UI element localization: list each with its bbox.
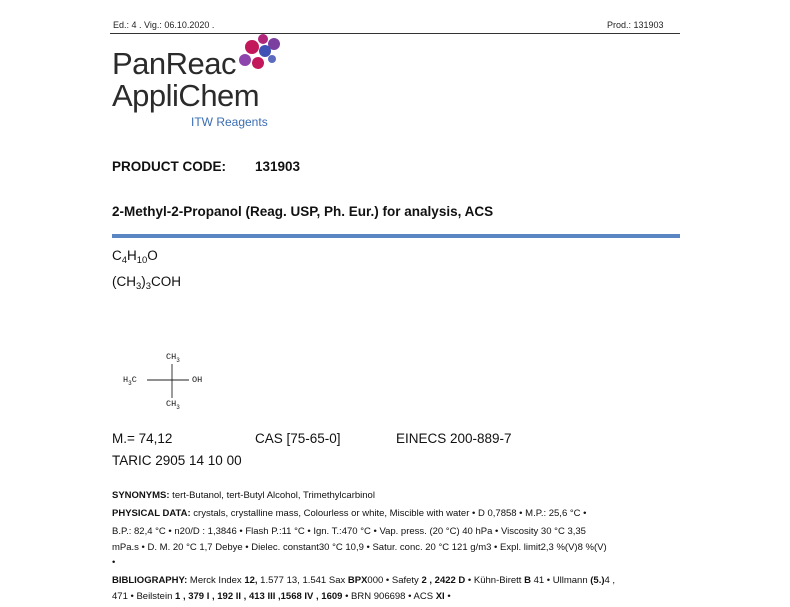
physical-data-line1: PHYSICAL DATA: crystals, crystalline mass, Colourless or white, Miscible with water • D 0,7858 • M.P.: 25,6 °C • [112,508,587,519]
product-code-label: PRODUCT CODE: [112,159,226,174]
synonyms-label: SYNONYMS: [112,490,170,501]
physical-data-line3: mPa.s • D. M. 20 °C 1,7 Debye • Dielec. constant30 °C 10,9 • Satur. conc. 20 °C 121 g/m3 • Expl. limit2,3 %(V)8 %(V) [112,542,607,553]
product-code-value: 131903 [255,159,301,174]
synonyms-text: tert-Butanol, tert-Butyl Alcohol, Trimethylcarbinol [169,490,375,501]
product-name: 2-Methyl-2-Propanol (Reag. USP, Ph. Eur.) for analysis, ACS [112,204,494,219]
bibliography-fragment: 1.577 13, 1.541 Sax [257,575,348,586]
structural-formula: $(CH_3)_3COH$ [112,274,181,292]
bibliography-fragment: BPX [347,575,368,586]
structure-diagram [110,348,220,418]
molecular-formula: $C_4H_{10}O$ [112,248,158,266]
bibliography-fragment: • BRN 906698 • ACS [342,591,436,602]
physical-data-line4: • [112,557,116,568]
synonyms-line [112,489,375,504]
bibliography-fragment: XI [435,591,445,602]
bibliography-fragment: Merck Index [187,575,245,586]
bibliography-label: BIBLIOGRAPHY: [112,575,188,586]
structure-left-group: $H_3C$ [123,375,137,387]
edition-date: Ed.: 4 . Vig.: 06.10.2020 . [113,20,215,30]
bibliography-fragment: 2 , 2422 D [421,575,466,586]
logo-text-line1: PanReac [112,46,237,81]
product-number: Prod.: 131903 [607,20,664,30]
structure-bottom-group: $CH_3$ [166,399,180,411]
physical-data-label: PHYSICAL DATA: [112,508,191,519]
structure-top-group: $CH_3$ [166,352,180,364]
molecular-weight: M.= 74,12 [112,431,173,446]
bibliography-fragment: 471 • Beilstein [112,591,176,602]
molecule-logo-icon [236,34,282,70]
logo-tagline: ITW Reagents [191,115,268,129]
bibliography-fragment: 4 , [604,575,616,586]
bibliography-fragment: 41 • Ullmann [530,575,591,586]
logo-text-line2: AppliChem [112,78,260,113]
physical-data-line2: B.P.: 82,4 °C • n20/D : 1,3846 • Flash P.:11 °C • Ign. T.:470 °C • Vap. press. (20 °C) 40 hPa • Viscosity 30 °C 3,35 [112,526,586,537]
header-divider [110,33,680,34]
bibliography-fragment: B [524,575,531,586]
bibliography-line2 [112,590,451,605]
cas-number: CAS [75-65-0] [255,431,341,446]
section-divider [112,234,680,238]
bibliography-fragment: • [444,591,451,602]
bibliography-fragment: • Kühn-Birett [465,575,525,586]
structure-right-group: OH [192,375,203,385]
bibliography-fragment: 12, [244,575,258,586]
einecs-number: EINECS 200-889-7 [396,431,512,446]
bibliography-line1 [112,574,615,589]
bibliography-fragment: 1 , 379 I , 192 II , 413 III ,1568 IV , 1609 [175,591,343,602]
bibliography-fragment: (5.) [590,575,605,586]
bibliography-fragment: 000 • Safety [367,575,422,586]
taric-code: TARIC 2905 14 10 00 [112,453,242,468]
